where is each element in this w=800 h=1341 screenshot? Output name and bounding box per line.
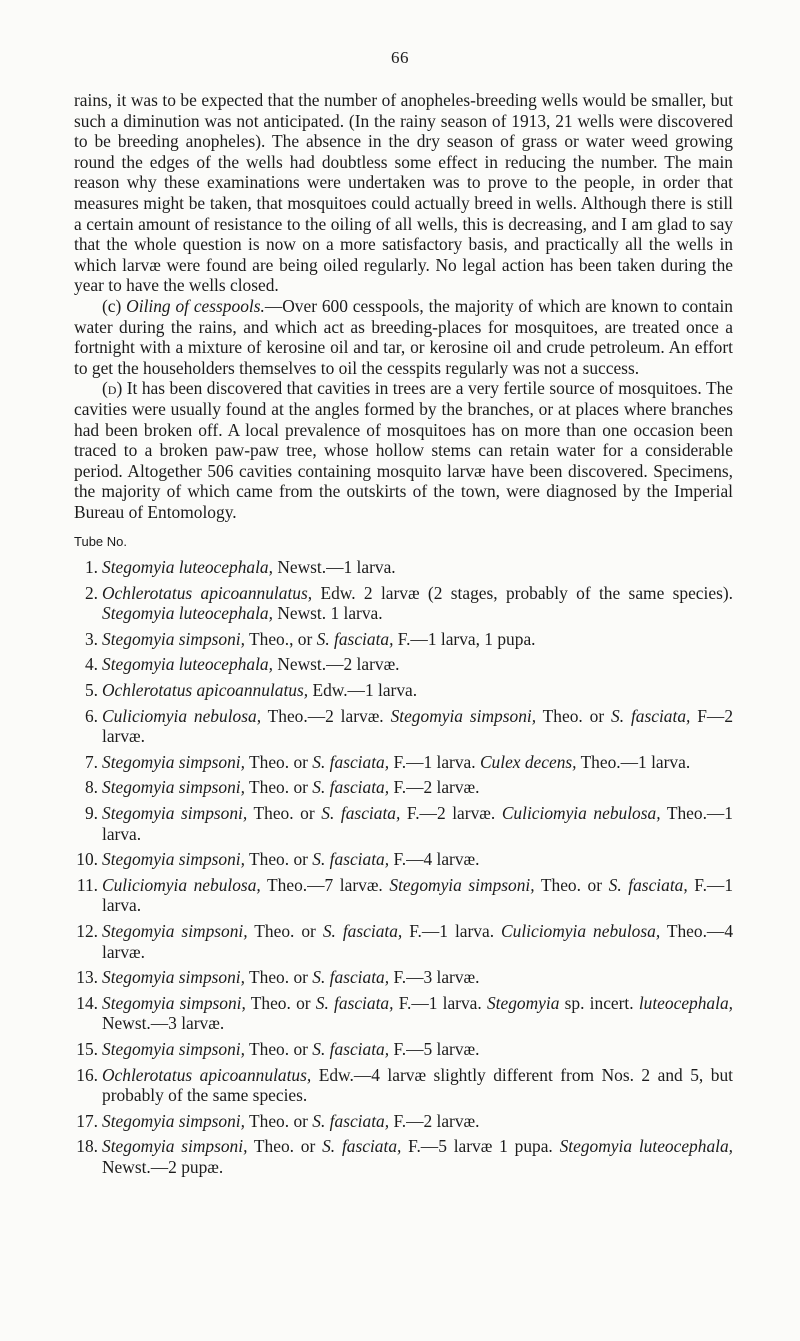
species-name: Stegomyia luteocephala, — [559, 1136, 734, 1157]
tube-number: 15. — [76, 1038, 98, 1059]
specimen-note: F.—2 larvæ. — [389, 777, 480, 798]
page-number: 66 — [391, 48, 409, 67]
specimen-note: Edw. 2 larvæ (2 stages, probably of the same species). — [312, 582, 733, 603]
body-text — [74, 90, 733, 1183]
tube-description — [102, 849, 480, 869]
specimen-note: Theo. or — [244, 777, 313, 798]
tube-description — [102, 557, 396, 577]
species-name: Stegomyia simpsoni, — [102, 920, 248, 941]
paragraph-text: It has been discovered that cavities in trees are a very fertile source of mosquitoes. The cavities were usually found at the angles formed by the branches, or at places where branches had been broken off. A local prevalence of mosquitoes has on more than one occasion been traced to a broken paw-paw tree, whose hollow stems can retain water for a considerable period. Altogether 506 cavities containing mosquito larvæ have been discovered. Specimens, the majority of which came from the outskirts of the town, were diagnosed by the Imperial Bureau of Entomology. — [74, 378, 733, 522]
specimen-note: F.—2 larvæ. — [389, 1110, 480, 1131]
species-name: Ochlerotatus apicoannulatus, — [102, 680, 309, 701]
species-name: S. fasciata, — [312, 777, 390, 798]
specimen-note: Theo. or — [244, 967, 313, 988]
species-name: S. fasciata, — [321, 803, 401, 823]
specimen-note: Theo. or — [247, 1136, 323, 1157]
specimen-note: F.—1 larva. — [389, 751, 480, 772]
tube-description — [102, 1111, 480, 1131]
specimen-note: Newst.—2 larvæ. — [272, 654, 400, 675]
tube-description — [102, 752, 690, 772]
tube-description — [102, 680, 417, 700]
specimen-note: Edw.—1 larva. — [308, 680, 418, 701]
specimen-note: Theo. or — [244, 751, 313, 772]
tube-description — [102, 777, 480, 797]
specimen-note: Newst.—1 larva. — [272, 557, 396, 578]
tube-number: 5. — [84, 680, 98, 701]
paragraph-heading: Oiling of cesspools. — [126, 295, 265, 316]
specimen-note: F.—2 larvæ. — [400, 803, 502, 823]
tube-number: 2. — [84, 582, 98, 603]
species-name: S. fasciata, — [315, 992, 394, 1013]
tube-entry — [74, 629, 733, 650]
paragraph-tree-cavities — [74, 378, 733, 522]
tube-number: 18. — [76, 1136, 98, 1157]
tube-number: 10. — [76, 849, 98, 870]
specimen-note: Theo. or — [536, 705, 612, 726]
specimen-note: F.—1 larva. — [402, 920, 502, 941]
species-name: S. fasciata, — [312, 849, 390, 870]
tube-entry — [74, 777, 733, 798]
species-name: S. fasciata, — [312, 751, 390, 772]
tube-number: 1. — [84, 557, 98, 578]
tube-entry — [74, 706, 733, 747]
specimen-note: Newst.—2 pupæ. — [102, 1156, 224, 1177]
specimen-note: Theo.—1 larva. — [576, 751, 691, 772]
species-name: Culiciomyia nebulosa, — [102, 705, 262, 726]
tube-table-header: Tube No. — [74, 534, 127, 550]
tube-description — [102, 967, 480, 987]
tube-number: 13. — [76, 967, 98, 988]
species-name: S. fasciata, — [312, 967, 390, 988]
species-name: luteocephala, — [638, 992, 733, 1013]
paragraph-wells — [74, 90, 733, 296]
species-name: Culiciomyia nebulosa, — [501, 803, 661, 823]
species-name: Stegomyia luteocephala, — [102, 603, 273, 624]
specimen-note: sp. incert. — [559, 992, 639, 1013]
specimen-note: F.—4 larvæ. — [389, 849, 480, 870]
tube-number: 17. — [76, 1110, 98, 1131]
species-name: S. fasciata, — [312, 1110, 390, 1131]
specimen-note: Theo. or — [534, 874, 609, 895]
species-name: Ochlerotatus apicoannulatus, — [102, 582, 313, 603]
tube-number: 16. — [76, 1064, 98, 1085]
paragraph-text: rains, it was to be expected that the number of anopheles-breeding wells would be smaller, but such a diminution was not anticipated. (In the rainy season of 1913, 21 wells were discovered to be breeding anopheles). The absence in the dry season of grass or water weed growing round the edges of the wells had doubtless some effect in reducing the number. The main reason why these examinations were undertaken was to prove to the people, in order that measures might be taken, that mosquitoes could actually breed in wells. Although there is still a certain amount of resistance to the oiling of all wells, this is decreasing, and I am glad to say that the whole question is now on a more satisfactory basis, and practically all the wells in which larvæ were found are being oiled regularly. No legal action has been taken during the year to have the wells closed. — [74, 90, 733, 296]
tube-description — [102, 875, 733, 916]
species-name: Stegomyia simpsoni, — [102, 803, 248, 823]
tube-entry — [74, 849, 733, 870]
tube-number: 14. — [76, 992, 98, 1013]
species-name: S. fasciata, — [312, 1038, 390, 1059]
tube-entry — [74, 654, 733, 675]
tube-description — [102, 583, 733, 624]
species-name: Stegomyia simpsoni, — [102, 849, 245, 870]
specimen-note: Theo. or — [247, 920, 323, 941]
specimen-note: Theo., or — [244, 628, 317, 649]
specimen-note: Theo. or — [244, 1110, 313, 1131]
species-name: Stegomyia simpsoni, — [102, 992, 246, 1013]
tube-entry — [74, 1039, 733, 1060]
specimen-note: Theo.—1 larva. — [102, 803, 734, 844]
species-name: Culex decens, — [479, 751, 577, 772]
tube-description — [102, 1136, 733, 1177]
specimen-note: Newst.—3 larvæ. — [102, 1013, 225, 1034]
tube-entry — [74, 875, 733, 916]
species-name: Stegomyia simpsoni, — [390, 705, 537, 726]
paragraph-marker: (c) — [102, 295, 122, 316]
tube-entry — [74, 993, 733, 1034]
species-name: Stegomyia simpsoni, — [102, 1136, 248, 1157]
tube-number: 4. — [84, 654, 98, 675]
paragraph-cesspools — [74, 296, 733, 378]
tube-description — [102, 1065, 733, 1106]
tube-entry — [74, 1111, 733, 1132]
tube-number: 7. — [84, 751, 98, 772]
specimen-note: Theo.—2 larvæ. — [261, 705, 391, 726]
tube-description — [102, 1039, 480, 1059]
tube-description — [102, 706, 733, 747]
tube-entry — [74, 752, 733, 773]
specimen-note: Theo.—4 larvæ. — [102, 920, 734, 962]
species-name: S. fasciata, — [322, 1136, 402, 1157]
species-name: Stegomyia simpsoni, — [102, 751, 245, 772]
specimen-note: F.—1 larva. — [393, 992, 487, 1013]
species-name: Stegomyia luteocephala, — [102, 654, 273, 675]
tube-number: 12. — [76, 920, 98, 941]
species-name: Stegomyia luteocephala, — [102, 557, 273, 578]
specimen-note: Theo.—7 larvæ. — [260, 874, 390, 895]
species-name: Stegomyia simpsoni, — [389, 874, 535, 895]
species-name: Culiciomyia nebulosa, — [501, 920, 661, 941]
tube-number: 8. — [84, 777, 98, 798]
specimen-note: F.—5 larvæ 1 pupa. — [401, 1136, 560, 1157]
species-name: S. fasciata, — [608, 874, 688, 895]
species-name: Stegomyia simpsoni, — [102, 777, 245, 798]
species-name: Stegomyia — [486, 992, 560, 1013]
tube-entry — [74, 921, 733, 962]
tube-number: 11. — [76, 874, 98, 895]
paragraph-text: —Over 600 cesspools, the majority of which are known to contain water during the rains, and which act as breeding-places for mosquitoes, are treated once a fortnight with a mixture of kerosine oil and tar, or kerosine oil and crude petroleum. An effort to get the householders themselves to oil the cesspits regularly was not a success. — [74, 295, 733, 378]
species-name: S. fasciata, — [322, 920, 403, 941]
species-name: Ochlerotatus apicoannulatus, — [102, 1064, 312, 1085]
tube-description — [102, 629, 536, 649]
tube-entry — [74, 967, 733, 988]
tube-description — [102, 993, 733, 1034]
species-name: Culiciomyia nebulosa, — [102, 874, 261, 895]
tube-description — [102, 654, 400, 674]
specimen-note: Newst. 1 larva. — [272, 603, 383, 624]
tube-entry — [74, 1136, 733, 1177]
tube-entry — [74, 803, 733, 844]
species-name: Stegomyia simpsoni, — [102, 628, 245, 649]
tube-number: 6. — [84, 705, 98, 726]
tube-entry — [74, 680, 733, 701]
specimen-note: Edw.—4 larvæ slightly different from Nos. 2 and 5, but probably of the same species. — [102, 1064, 733, 1106]
specimen-note: F—2 larvæ. — [102, 705, 734, 747]
specimen-note: Theo. or — [244, 1038, 313, 1059]
specimen-note: Theo. or — [245, 992, 316, 1013]
species-name: S. fasciata, — [316, 628, 394, 649]
species-name: Stegomyia simpsoni, — [102, 1110, 245, 1131]
tube-entry — [74, 1065, 733, 1106]
species-name: Stegomyia simpsoni, — [102, 1038, 245, 1059]
tube-entry — [74, 557, 733, 578]
specimen-note: F.—1 larva, 1 pupa. — [393, 628, 536, 649]
specimen-note: Theo. or — [247, 803, 322, 823]
tube-number: 3. — [84, 628, 98, 649]
tube-entry — [74, 583, 733, 624]
specimen-note: F.—1 larva. — [102, 874, 734, 916]
species-name: Stegomyia simpsoni, — [102, 967, 245, 988]
specimen-note: F.—3 larvæ. — [389, 967, 480, 988]
tube-description — [102, 803, 733, 844]
specimen-note: Theo. or — [244, 849, 313, 870]
tube-description — [102, 921, 733, 962]
tube-number: 9. — [84, 803, 98, 823]
paragraph-marker: (d) — [102, 378, 123, 399]
specimen-note: F.—5 larvæ. — [389, 1038, 480, 1059]
tube-list — [74, 557, 733, 1177]
species-name: S. fasciata, — [611, 705, 691, 726]
